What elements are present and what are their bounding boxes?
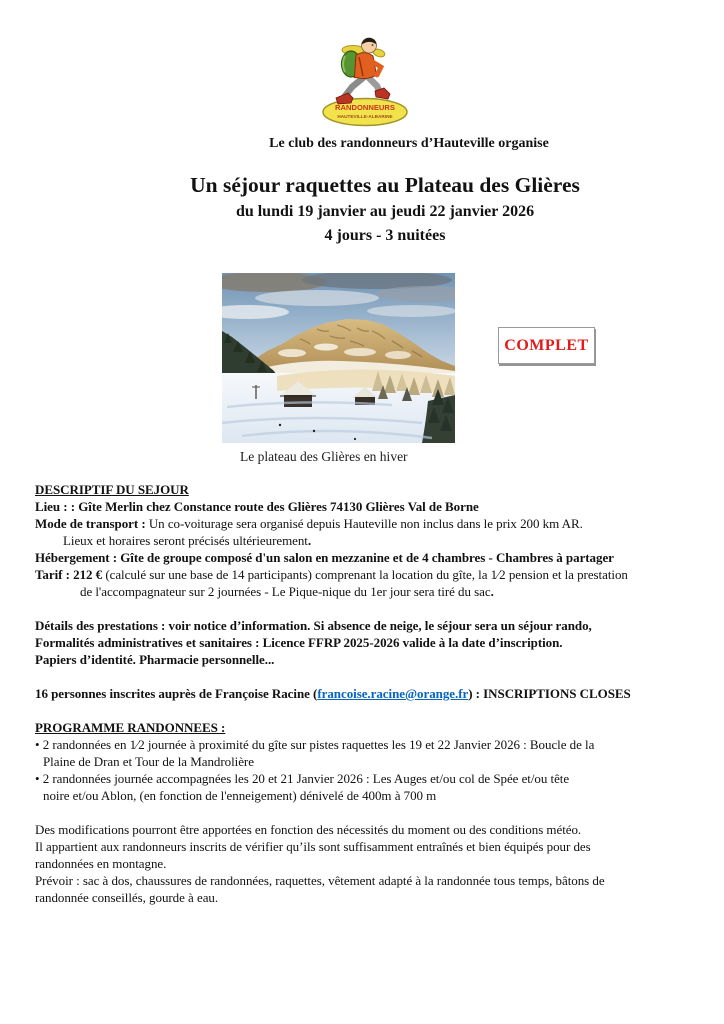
body-line [35, 821, 717, 838]
text-run: Mode de transport : [35, 516, 149, 531]
text-run: randonnées en montagne. [35, 856, 167, 871]
body-line [35, 889, 717, 906]
trip-dates: du lundi 19 janvier au jeudi 22 janvier 2026 [235, 203, 535, 220]
text-run: Lieu : : Gîte Merlin chez Constance route des Glières 74130 Glières Val de Borne [35, 499, 479, 514]
text-run: • 2 randonnées en 1⁄2 journée à proximité du gîte sur pistes raquettes les 19 et 22 Janvier 2026 : Boucle de la [35, 737, 595, 752]
text-run: Papiers d’identité. Pharmacie personnelle... [35, 652, 275, 667]
body-line [35, 549, 717, 566]
body-line [35, 855, 717, 872]
text-run: 16 personnes inscrites auprès de Françoise Racine ( [35, 686, 318, 701]
section-heading: PROGRAMME RANDONNEES : [35, 720, 226, 735]
text-run: Des modifications pourront être apportées en fonction des nécessités du moment ou des conditions météo. [35, 822, 582, 837]
body-line [35, 532, 717, 549]
body-line [35, 498, 717, 515]
section-heading: DESCRIPTIF DU SEJOUR [35, 482, 189, 497]
text-run: Détails des prestations : voir notice d’information. Si absence de neige, le séjour sera un séjour rando, [35, 618, 592, 633]
body-line [35, 736, 717, 753]
winter-landscape-image [222, 273, 455, 443]
text-run: • 2 randonnées journée accompagnées les 20 et 21 Janvier 2026 : Les Auges et/ou col de Spée et/ou tête [35, 771, 570, 786]
body-line [35, 566, 717, 583]
status-badge-label: COMPLET [504, 336, 589, 354]
body-spacer [35, 804, 717, 821]
body-line [35, 583, 717, 600]
text-run: ) : INSCRIPTIONS CLOSES [468, 686, 631, 701]
body-spacer [35, 600, 717, 617]
status-badge [498, 327, 595, 364]
text-run: randonnée conseillés, gourde à eau. [35, 890, 219, 905]
body-line [35, 515, 717, 532]
body-line [35, 651, 717, 668]
text-run: Plaine de Dran et Tour de la Mandrolière [43, 754, 254, 769]
text-run: Hébergement : Gîte de groupe composé d'un salon en mezzanine et de 4 chambres - Chambres à partager [35, 550, 614, 565]
body-spacer [35, 668, 717, 685]
page-title: Un séjour raquettes au Plateau des Glières [190, 173, 580, 197]
text-run: noire et/ou Ablon, (en fonction de l'enneigement) dénivelé de 400m à 700 m [43, 788, 437, 803]
text-run: Il appartient aux randonneurs inscrits de vérifier qu’ils sont suffisamment entraînés et bien équipés pour des [35, 839, 591, 854]
text-run: Un co-voiturage sera organisé depuis Hauteville non inclus dans le prix 200 km AR. [148, 516, 583, 531]
club-intro-line: Le club des randonneurs d’Hauteville organise [269, 136, 549, 151]
text-run: . [307, 533, 312, 548]
text-run: Lieux et horaires seront précisés ultérieurement [63, 533, 308, 548]
text-run: . [490, 584, 494, 599]
body-line [35, 872, 717, 889]
text-run: de l'accompagnateur sur 2 journées - Le Pique-nique du 1er jour sera tiré du sac [80, 584, 491, 599]
text-run: Prévoir : sac à dos, chaussures de randonnées, raquettes, vêtement adapté à la randonnée tous temps, bâtons de [35, 873, 605, 888]
body-line [35, 838, 717, 855]
body-line [35, 753, 717, 770]
document-body [35, 481, 717, 906]
text-run: Tarif : 212 € [35, 567, 106, 582]
text-run: (calculé sur une base de 14 participants) comprenant la location du gîte, la 1⁄2 pension et la prestation [105, 567, 628, 582]
logo-banner-line1: RANDONNEURS [335, 103, 395, 112]
trip-duration: 4 jours - 3 nuitées [324, 227, 446, 244]
body-line [35, 634, 717, 651]
body-line [35, 685, 717, 702]
body-spacer [35, 702, 717, 719]
logo-banner-line2: HAUTEVILLE-ALBARINE [337, 114, 393, 119]
glieres-plateau-photo [222, 273, 455, 443]
body-line [35, 617, 717, 634]
hiker-logo-icon [309, 34, 421, 128]
email-link[interactable]: francoise.racine@orange.fr [317, 686, 469, 701]
body-line [35, 770, 717, 787]
text-run: Formalités administratives et sanitaires : Licence FFRP 2025-2026 valide à la date d’inscription. [35, 635, 563, 650]
photo-caption: Le plateau des Glières en hiver [240, 449, 408, 464]
club-logo [0, 34, 724, 128]
body-line [35, 787, 717, 804]
